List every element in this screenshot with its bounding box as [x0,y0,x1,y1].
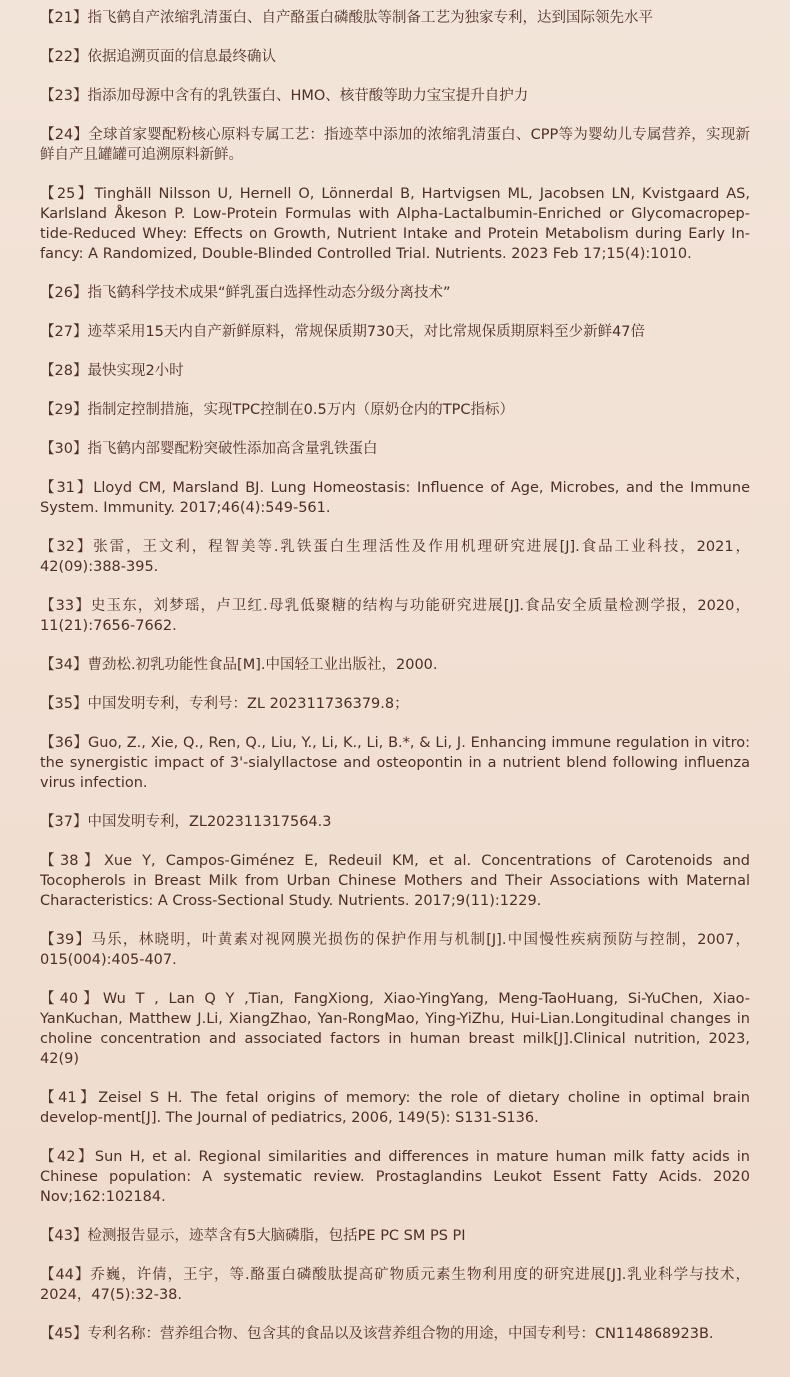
reference-27: 【27】迹萃采用15天内自产新鲜原料，常规保质期730天，对比常规保质期原料至少新鲜47倍 [40,324,646,340]
reference-42: 【42】Sun H, et al. Regional similarities and differences in mature human milk fatty acids in Chinese population: A systematic review. Prostaglandins Leukot Essent Fatty Acids. 2020 Nov;162:102184. [40,1149,750,1205]
reference-22: 【22】依据追溯页面的信息最终确认 [40,49,276,65]
reference-39: 【39】马乐，林晓明，叶黄素对视网膜光损伤的保护作用与机制[J].中国慢性疾病预防与控制，2007，015(004):405-407. [40,932,750,968]
reference-31: 【31】Lloyd CM, Marsland BJ. Lung Homeostasis: Influence of Age, Microbes, and the Immune System. Immunity. 2017;46(4):549-561. [40,480,750,516]
reference-40: 【40】Wu T , Lan Q Y ,Tian, FangXiong, Xiao-YingYang, Meng-TaoHuang, Si-YuChen, Xiao-YanKuchan, Matthew J.Li, XiangZhao, Yan-RongMao, Ying-YiZhu, Hui-Lian.Longitudinal changes in choline concentration and associated factors in human breast milk[J].Clinical nutrition, 2023, 42(9) [40,991,750,1067]
reference-45: 【45】专利名称：营养组合物、包含其的食品以及该营养组合物的用途，中国专利号：CN114868923B. [40,1326,714,1342]
reference-38: 【38】Xue Y, Campos-Giménez E, Redeuil KM, et al. Concentrations of Carotenoids and Tocopherols in Breast Milk from Urban Chinese Mothers and Their Associations with Maternal Characteristics: A Cross-Sectional Study. Nutrients. 2017;9(11):1229. [40,853,750,909]
reference-24: 【24】全球首家婴配粉核心原料专属工艺：指迹萃中添加的浓缩乳清蛋白、CPP等为婴幼儿专属营养，实现新鲜自产且罐罐可追溯原料新鲜。 [40,127,750,163]
reference-37: 【37】中国发明专利，ZL202311317564.3 [40,814,332,830]
reference-36: 【36】Guo, Z., Xie, Q., Ren, Q., Liu, Y., Li, K., Li, B.*, & Li, J. Enhancing immune regulation in vitro: the synergistic impact of 3'-sialyllactose and osteopontin in a nutrient blend following influenza virus infection. [40,735,750,791]
reference-35: 【35】中国发明专利，专利号：ZL 202311736379.8； [40,696,409,712]
reference-32: 【32】张雷，王文利，程智美等.乳铁蛋白生理活性及作用机理研究进展[J].食品工业科技，2021，42(09):388-395. [40,539,750,575]
reference-28: 【28】最快实现2小时 [40,363,184,379]
reference-25: 【25】Tinghäll Nilsson U, Hernell O, Lönnerdal B, Hartvigsen ML, Jacobsen LN, Kvistgaard AS, Karlsland Åkeson P. Low-Protein Formulas with Alpha-Lactalbumin-Enriched or Glycomacropep-tide-Reduced Whey: Effects on Growth, Nutrient Intake and Protein Metabolism during Early In-fancy: A Randomized, Double-Blinded Controlled Trial. Nutrients. 2023 Feb 17;15(4):1010. [40,186,750,262]
reference-43: 【43】检测报告显示，迹萃含有5大脑磷脂，包括PE PC SM PS PI [40,1228,466,1244]
reference-21: 【21】指飞鹤自产浓缩乳清蛋白、自产酪蛋白磷酸肽等制备工艺为独家专利，达到国际领先水平 [40,10,653,26]
reference-26: 【26】指飞鹤科学技术成果“鲜乳蛋白选择性动态分级分离技术” [40,285,451,301]
reference-23: 【23】指添加母源中含有的乳铁蛋白、HMO、核苷酸等助力宝宝提升自护力 [40,88,529,104]
reference-44: 【44】乔巍，许倩，王宇，等.酪蛋白磷酸肽提高矿物质元素生物利用度的研究进展[J].乳业科学与技术，2024，47(5):32-38. [40,1267,750,1303]
reference-30: 【30】指飞鹤内部婴配粉突破性添加高含量乳铁蛋白 [40,441,378,457]
reference-34: 【34】曹劲松.初乳功能性食品[M].中国轻工业出版社，2000. [40,657,438,673]
reference-33: 【33】史玉东，刘梦瑶，卢卫红.母乳低聚糖的结构与功能研究进展[J].食品安全质量检测学报，2020，11(21):7656-7662. [40,598,750,634]
reference-41: 【41】Zeisel S H. The fetal origins of memory: the role of dietary choline in optimal brain develop-ment[J]. The Journal of pediatrics, 2006, 149(5): S131-S136. [40,1090,750,1126]
reference-29: 【29】指制定控制措施，实现TPC控制在0.5万内（原奶仓内的TPC指标） [40,402,514,418]
